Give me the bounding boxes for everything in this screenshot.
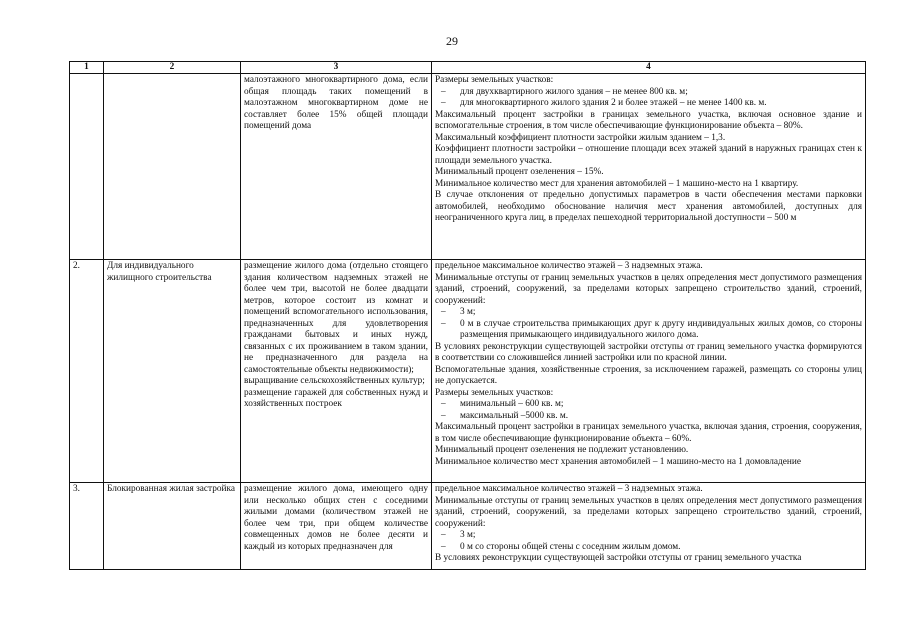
dash-bullet-icon: – [441, 530, 446, 540]
dash-bullet-icon: – [441, 307, 446, 317]
parameter-paragraph: Минимальный процент озеленения – 15%. [435, 167, 604, 177]
parameter-paragraph: В условиях реконструкции существующей застройки отступы от границ земельного участка формируются в соответствии со сложившейся линией застройки или по красной линии. [435, 341, 862, 363]
parameter-list-text: для многоквартирного жилого здания 2 и более этажей – не менее 1400 кв. м. [460, 98, 767, 108]
parameter-paragraph: В условиях реконструкции существующей застройки отступы от границ земельного участка [435, 553, 802, 563]
dash-bullet-icon: – [441, 541, 446, 552]
parameter-list-item [435, 87, 862, 99]
parameter-list-item [435, 542, 862, 554]
table-body [70, 74, 866, 570]
dash-bullet-icon: – [441, 410, 446, 421]
parameter-list-item [435, 307, 862, 319]
table-row [70, 483, 866, 570]
land-use-description [241, 483, 432, 570]
dash-bullet-icon: – [441, 86, 446, 97]
table-row [70, 74, 866, 260]
parameter-list-item [435, 319, 862, 342]
column-header-4: 4 [432, 62, 866, 74]
dash-bullet-icon: – [441, 98, 446, 108]
parameter-list-text: максимальный –5000 кв. м. [460, 410, 569, 421]
parameter-list-item [435, 411, 862, 423]
parameter-paragraph: В случае отклонения от предельно допустимых параметров в части обеспечения местами парковки автомобилей, необходимо обоснование наличия мест хранения автомобилей, доступных для неограниченного круга лиц, в пределах пешеходной территориальной доступности – 500 м [435, 190, 862, 223]
parameter-paragraph: Минимальные отступы от границ земельных участков в целях определения мест допустимого размещения зданий, строений, сооружений, за пределами которых запрещено строительство зданий, строений, сооружений: [435, 495, 862, 529]
description-paragraph: малоэтажного многоквартирного дома, если общая площадь таких помещений в малоэтажном многоквартирном доме не составляет более 15% общей площади помещений дома [244, 75, 428, 131]
parameter-list-item [435, 399, 862, 411]
land-use-type [104, 74, 241, 260]
parameter-list-item [435, 530, 862, 542]
permitted-parameters [432, 260, 866, 483]
parameter-paragraph: Максимальный процент застройки в границах земельного участка, включая основное здание и вспомогательные строения, в том числе обеспечивающие функционирование объекта – 80%. [435, 109, 862, 131]
row-number: 2. [70, 260, 104, 483]
table-header-row [70, 62, 866, 74]
parameter-paragraph: Вспомогательные здания, хозяйственные строения, за исключением гаражей, размещать со стороны улиц не допускается. [435, 364, 862, 386]
parameter-list-item [435, 98, 862, 110]
land-use-description [241, 260, 432, 483]
parameter-paragraph: Размеры земельных участков: [435, 75, 554, 85]
parameter-list-text: для двухквартирного жилого здания – не менее 800 кв. м; [460, 86, 688, 97]
parameter-paragraph: Максимальный коэффициент плотности застройки жилым зданием – 1,3. [435, 132, 726, 143]
parameter-paragraph: Минимальные отступы от границ земельных участков в целях определения мест допустимого размещения зданий, строений, сооружений, за пределами которых запрещено строительство зданий, строений, сооружений: [435, 272, 862, 306]
description-paragraph: размещение жилого дома, имеющего одну или несколько общих стен с соседними жилыми домами (количеством этажей не более чем три, при общем количестве совмещенных домов не более десяти и каждый из которых предназначен для [244, 484, 428, 552]
page-number: 29 [446, 34, 458, 48]
description-paragraph: выращивание сельскохозяйственных культур; [244, 376, 425, 386]
column-header-1: 1 [70, 62, 104, 74]
land-use-description [241, 74, 432, 260]
dash-bullet-icon: – [441, 399, 446, 409]
parameter-paragraph: Коэффициент плотности застройки – отношение площади всех этажей зданий в наружных границах стен к площади земельного участка. [435, 144, 862, 166]
parameter-paragraph: Размеры земельных участков: [435, 387, 554, 398]
parameter-paragraph: Минимальный процент озеленения не подлежит установлению. [435, 445, 689, 455]
table-row [70, 260, 866, 483]
parameter-paragraph: Максимальный процент застройки в границах земельного участка, включая здания, строения, сооружения, в том числе обеспечивающие функционирование объекта – 60%. [435, 422, 862, 444]
description-paragraph: размещение гаражей для собственных нужд и хозяйственных построек [244, 387, 428, 409]
parameter-paragraph: Минимальное количество мест хранения автомобилей – 1 машино-место на 1 домовладение [435, 456, 801, 467]
dash-bullet-icon: – [441, 318, 446, 329]
land-use-type: Для индивидуального жилищного строительства [104, 260, 241, 483]
zoning-regulations-table [69, 61, 866, 570]
parameter-paragraph: предельное максимальное количество этажей – 3 надземных этажа. [435, 484, 703, 494]
description-paragraph: размещение жилого дома (отдельно стоящего здания количеством надземных этажей не более чем три, высотой не более двадцати метров, которое состоит из комнат и помещений вспомогательного использования, предназначенных для удовлетворения гражданами бытовых и иных нужд, связанных с их проживанием в таком здании, не предназначенного для раздела на самостоятельные объекты недвижимости); [244, 261, 428, 375]
parameter-paragraph: предельное максимальное количество этажей – 3 надземных этажа. [435, 261, 703, 271]
row-number: 3. [70, 483, 104, 570]
parameter-list-text: 0 м со стороны общей стены с соседним жилым домом. [460, 541, 681, 552]
land-use-type: Блокированная жилая застройка [104, 483, 241, 570]
parameter-list-text: 3 м; [460, 530, 476, 540]
row-number [70, 74, 104, 260]
parameter-paragraph: Минимальное количество мест для хранения автомобилей – 1 машино-место на 1 квартиру. [435, 178, 799, 189]
parameter-list-text: 0 м в случае строительства примыкающих друг к другу индивидуальных жилых домов, со стороны размещения примыкающего индивидуального жилого дома. [460, 318, 862, 340]
permitted-parameters [432, 74, 866, 260]
permitted-parameters [432, 483, 866, 570]
parameter-list-text: 3 м; [460, 307, 476, 317]
parameter-list-text: минимальный – 600 кв. м; [460, 399, 564, 409]
column-header-3: 3 [241, 62, 432, 74]
column-header-2: 2 [104, 62, 241, 74]
